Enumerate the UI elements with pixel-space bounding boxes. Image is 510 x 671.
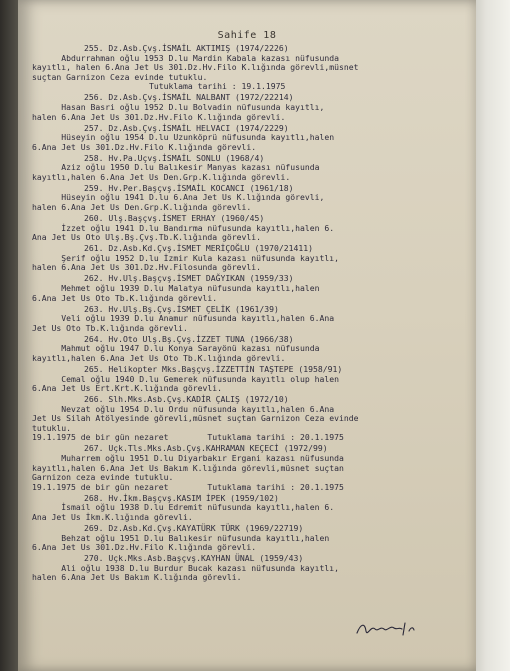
entry-body: Hüseyin oğlu 1954 D.lu Uzunköprü nüfusunda kayıtlı,halen 6.Ana Jet Us 301.Dz.Hv.Filo K.lığında görevli. [32,132,335,152]
entry-item [32,494,470,523]
entry-item [32,44,470,92]
entry-header: 266. Slh.Mks.Asb.Çvş.KADİR ÇALIŞ (1972/10) [84,394,289,405]
entry-item [32,244,470,273]
entry-footer: 19.1.1975 de bir gün nezaret Tutuklama tarihi : 20.1.1975 [32,481,344,492]
entry-item [32,524,470,553]
entry-header: 259. Hv.Per.Başçvş.İSMAİL KOCANCI (1961/18) [84,182,294,193]
entry-header: 257. Dz.Asb.Çvş.İSMAİL HELVACI (1974/2229) [84,122,289,133]
entry-body: Mahmut oğlu 1947 D.lu Konya Sarayönü kazası nüfusunda kayıtlı,halen 6.Ana Jet Us Oto Tb.K.lığında görevli. [32,343,320,363]
entry-body: Nevzat oğlu 1954 D.lu Ordu nüfusunda kayıtlı,halen 6.Ana Jet Us Silah Atölyesinde görevli,müsnet suçtan Garnizon Ceza evinde tutuklu. [32,403,359,433]
entry-header: 264. Hv.Oto Ulş.Bş.Çvş.İZZET TUNA (1966/38) [84,333,294,344]
entry-body: Ali oğlu 1938 D.lu Burdur Bucak kazası nüfusunda kayıtlı, halen 6.Ana Jet Us Bakım K.lığında görevli. [32,562,340,583]
entry-list [32,44,470,584]
entry-body: Behzat oğlu 1951 D.lu Balıkesir nüfusunda kayıtlı,halen 6.Ana Jet Us 301.Dz.Hv.Filo K.lığında görevli. [32,532,330,553]
document-page [18,0,476,671]
entry-item [32,274,470,303]
entry-body: Hasan Basri oğlu 1952 D.lu Bolvadin nüfusunda kayıtlı, halen 6.Ana Jet Us 301.Dz.Hv.Filo K.lığında görevli. [32,101,325,122]
entry-header: 267. Uçk.Tls.Mks.Asb.Çvş.KAHRAMAN KEÇECİ (1972/99) [84,443,328,454]
entry-footer: 19.1.1975 de bir gün nezaret Tutuklama tarihi : 20.1.1975 [32,432,344,443]
entry-item [32,444,470,492]
entry-item [32,124,470,153]
page-number: Sahife 18 [217,30,277,41]
entry-header: 262. Hv.Ulş.Başçvş.İSMET DAĞYIKAN (1959/33) [84,273,294,284]
entry-item [32,154,470,183]
entry-item [32,93,470,122]
signature-mark [353,617,423,641]
entry-header: 268. Hv.İkm.Başçvş.KASIM İPEK (1959/102) [84,492,279,503]
entry-body: İzzet oğlu 1941 D.lu Bandırma nüfusunda kayıtlı,halen 6. Ana Jet Us Oto Ulş.Bş.Çvş.Tb.K.lığında görevli. [32,222,335,243]
entry-body: Hüseyin oğlu 1941 D.lu 6.Ana Jet Us K.lığında görevli, halen 6.Ana Jet Us Den.Grp.K.lığında görevli. [32,192,325,213]
entry-body: Şerif oğlu 1952 D.lu İzmir Kula kazası nüfusunda kayıtlı, halen 6.Ana Jet Us 301.Dz.Hv.Filosunda görevli. [32,252,340,273]
entry-body: İsmail oğlu 1938 D.lu Edremit nüfusunda kayıtlı,halen 6. Ana Jet Us İkm.K.lığında görevli. [32,502,335,522]
entry-footer: Tutuklama tarihi : 19.1.1975 [32,81,286,92]
background-right-surface [470,0,510,671]
entry-header: 258. Hv.Pa.Uçvş.İSMAİL SONLU (1968/4) [84,152,265,163]
entry-body: Mehmet oğlu 1939 D.lu Malatya nüfusunda kayıtlı,halen 6.Ana Jet Us Oto Tb.K.lığında görevli. [32,282,320,303]
entry-header: 261. Dz.Asb.Kd.Çvş.İSMET MERİÇOĞLU (1970/21411) [84,243,314,254]
entry-header: 256. Dz.Asb.Çvş.İSMAİL NALBANT (1972/22214) [84,92,294,103]
entry-header: 269. Dz.Asb.Kd.Çvş.KAYATÜRK TÜRK (1969/22719) [84,522,304,533]
entry-item [32,395,470,443]
entry-item [32,554,470,583]
entry-header: 265. Helikopter Mks.Başçvş.İZZETTİN TAŞTEPE (1958/91) [84,363,343,374]
entry-item [32,184,470,213]
entry-header: 255. Dz.Asb.Çvş.İSMAİL AKTIMIŞ (1974/2226) [84,43,289,53]
entry-item [32,305,470,334]
entry-body: Muharrem oğlu 1951 D.lu Diyarbakır Ergani kazası nüfusunda kayıtlı,halen 6.Ana Jet Us Bakım K.lığında görevli,müsnet suçtan Garnizon ceza evinde tutuklu. [32,453,344,483]
entry-body: Veli oğlu 1939 D.lu Anamur nüfusunda kayıtlı,halen 6.Ana Jet Us Oto Tb.K.lığında görevli. [32,313,335,333]
entry-header: 260. Ulş.Başçvş.İSMET ERHAY (1960/45) [84,213,265,224]
entry-item [32,365,470,394]
entry-item [32,214,470,243]
entry-body: Aziz oğlu 1950 D.lu Balıkesir Manyas kazası nüfusunda kayıtlı,halen 6.Ana Jet Us Den.Grp.K.lığında görevli. [32,162,320,182]
entry-body: Cemal oğlu 1940 D.lu Gemerek nüfusunda kayıtlı olup halen 6.Ana Jet Us Ert.Krt.K.lığında görevli. [32,373,340,394]
entry-header: 270. Uçk.Mks.Asb.Başçvş.KAYHAN ÜNAL (1959/43) [84,553,304,564]
entry-item [32,335,470,364]
entry-body: Abdurrahman oğlu 1953 D.lu Mardin Kabala kazası nüfusunda kayıtlı, halen 6.Ana Jet Us 301.Dz.Hv.Filo K.lığında görevli,müsnet suçtan Garnizon Ceza evinde tutuklu. [32,52,359,82]
entry-header: 263. Hv.Ulş.Bş.Çvş.İSMET ÇELİK (1961/39) [84,303,279,314]
